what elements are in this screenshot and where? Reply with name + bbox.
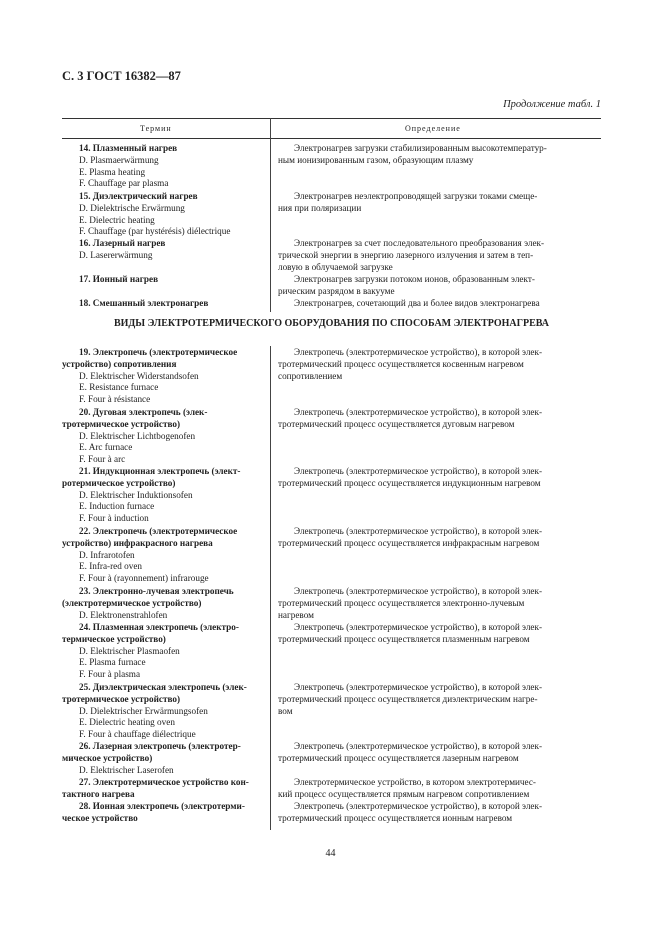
term-translation: E. Plasma heating — [79, 166, 146, 177]
column-divider — [270, 118, 271, 312]
definition-cell — [278, 777, 600, 801]
term-cell — [62, 801, 264, 825]
term-name: 26. Лазерная электропечь (электротер- — [79, 741, 241, 751]
term-name: тактного нагрева — [62, 788, 135, 799]
term-name: тротермическое устройство) — [62, 418, 181, 429]
term-name: 14. Плазменный нагрев — [79, 143, 178, 153]
definition-line: ния при поляризации — [278, 202, 362, 213]
term-name: 22. Электропечь (электротермическое — [79, 526, 238, 536]
definition-cell — [278, 741, 600, 765]
definition-line: Электропечь (электротермическое устройство), в которой элек- — [294, 466, 543, 476]
term-translation: E. Infra-red oven — [79, 561, 143, 572]
document-header: С. 3 ГОСТ 16382—87 — [62, 69, 181, 83]
term-translation: E. Dielectric heating oven — [79, 717, 175, 728]
term-name: 15. Диэлектрический нагрев — [79, 191, 198, 201]
definition-line: тротермический процесс осуществляется дуговым нагревом — [278, 418, 515, 429]
definition-line: Электронагрев неэлектропроводящей загрузки токами смеще- — [294, 191, 538, 201]
term-name: 21. Индукционная электропечь (элект- — [79, 466, 241, 476]
term-name: устройство) сопротивления — [62, 358, 177, 369]
definition-cell — [278, 407, 600, 431]
term-name: 24. Плазменная электропечь (электро- — [79, 622, 239, 632]
definition-line: Электронагрев, сочетающий два и более видов электронагрева — [294, 298, 540, 308]
term-name: 18. Смешанный электронагрев — [79, 298, 209, 308]
column-header-term: Термин — [140, 124, 172, 133]
term-translation: D. Dielektrische Erwärmung — [79, 202, 185, 213]
definition-line: сопротивлением — [278, 370, 343, 381]
definition-line: Электропечь (электротермическое устройство), в которой элек- — [294, 526, 543, 536]
definition-line: тротермический процесс осуществляется диэлектрическим нагре- — [278, 693, 538, 704]
definition-line: Электронагрев загрузки стабилизированным высокотемператур- — [294, 143, 547, 153]
term-name: (электротермическое устройство) — [62, 597, 202, 608]
definition-line: Электронагрев загрузки потоком ионов, образованным элект- — [294, 274, 535, 284]
term-cell — [62, 143, 264, 190]
term-name: 16. Лазерный нагрев — [79, 238, 166, 248]
definition-cell — [278, 298, 600, 310]
term-name: мическое устройство) — [62, 752, 153, 763]
term-cell — [62, 191, 264, 238]
term-cell — [62, 682, 264, 741]
term-translation: F. Chauffage par plasma — [79, 178, 169, 189]
definition-line: тротермический процесс осуществляется ионным нагревом — [278, 812, 513, 823]
term-cell — [62, 586, 264, 621]
term-translation: E. Resistance furnace — [79, 382, 159, 393]
page-number: 44 — [325, 848, 336, 859]
term-cell — [62, 741, 264, 776]
definition-line: Электропечь (электротермическое устройство), в которой элек- — [294, 741, 543, 751]
term-name: тротермическое устройство) — [62, 693, 181, 704]
term-name: 23. Электронно-лучевая электропечь — [79, 586, 234, 596]
term-translation: D. Elektronenstrahlofen — [79, 609, 168, 620]
definition-line: трической энергии в энергию лазерного излучения и затем в теп- — [278, 249, 534, 260]
term-translation: E. Dielectric heating — [79, 214, 155, 225]
term-translation: F. Chauffage (par hystérésis) diélectrique — [79, 226, 231, 237]
term-translation: D. Elektrischer Laserofen — [79, 764, 174, 775]
definition-line: нагревом — [278, 609, 314, 620]
column-divider — [270, 346, 271, 830]
term-cell — [62, 526, 264, 585]
definition-cell — [278, 801, 600, 825]
term-name: ротермическое устройство) — [62, 477, 176, 488]
table-header-rule — [62, 138, 601, 139]
definition-line: вом — [278, 705, 293, 716]
term-translation: D. Dielektrischer Erwärmungsofen — [79, 705, 208, 716]
term-cell — [62, 347, 264, 406]
definition-line: Электропечь (электротермическое устройство), в которой элек- — [294, 682, 543, 692]
definition-line: Электропечь (электротермическое устройство), в которой элек- — [294, 347, 543, 357]
term-translation: D. Elektrischer Widerstandsofen — [79, 370, 199, 381]
definition-line: Электропечь (электротермическое устройство), в которой элек- — [294, 407, 543, 417]
definition-cell — [278, 238, 600, 273]
definition-cell — [278, 526, 600, 550]
definition-line: тротермический процесс осуществляется инфракрасным нагревом — [278, 537, 540, 548]
table-top-rule — [62, 118, 601, 119]
term-translation: F. Four à plasma — [79, 669, 141, 680]
definition-line: тротермический процесс осуществляется лазерным нагревом — [278, 752, 519, 763]
term-name: 28. Ионная электропечь (электротерми- — [79, 801, 245, 811]
definition-line: тротермический процесс осуществляется плазменным нагревом — [278, 633, 530, 644]
term-translation: E. Plasma furnace — [79, 657, 146, 668]
term-name: термическое устройство) — [62, 633, 166, 644]
definition-line: тротермический процесс осуществляется косвенным нагревом — [278, 358, 524, 369]
definition-cell — [278, 586, 600, 621]
definition-line: Электропечь (электротермическое устройство), в которой элек- — [294, 801, 543, 811]
term-translation: D. Plasmaerwärmung — [79, 154, 159, 165]
term-name: 20. Дуговая электропечь (элек- — [79, 407, 208, 417]
term-translation: F. Four à arc — [79, 454, 126, 465]
definition-cell — [278, 347, 600, 382]
definition-line: тротермический процесс осуществляется индукционным нагревом — [278, 477, 541, 488]
definition-line: Электропечь (электротермическое устройство), в которой элек- — [294, 622, 543, 632]
term-cell — [62, 274, 264, 286]
term-translation: D. Infrarotofen — [79, 549, 135, 560]
term-name: 17. Ионный нагрев — [79, 274, 159, 284]
column-header-definition: Определение — [405, 124, 461, 133]
definition-line: тротермический процесс осуществляется электронно-лучевым — [278, 597, 525, 608]
term-translation: F. Four à (rayonnement) infrarouge — [79, 573, 209, 584]
table-continued-note: Продолжение табл. 1 — [503, 99, 601, 110]
term-translation: F. Four à induction — [79, 513, 149, 524]
term-translation: D. Elektrischer Plasmaofen — [79, 645, 180, 656]
definition-cell — [278, 466, 600, 490]
term-cell — [62, 298, 264, 310]
section-title: ВИДЫ ЭЛЕКТРОТЕРМИЧЕСКОГО ОБОРУДОВАНИЯ ПО СПОСОБАМ ЭЛЕКТРОНАГРЕВА — [113, 318, 550, 329]
term-cell — [62, 622, 264, 681]
term-name: ческое устройство — [62, 812, 138, 823]
definition-cell — [278, 274, 600, 298]
definition-line: Электронагрев за счет последовательного преобразования элек- — [294, 238, 545, 248]
definition-line: ловую в облучаемой загрузке — [278, 261, 393, 272]
definition-line: Электропечь (электротермическое устройство), в которой элек- — [294, 586, 543, 596]
definition-line: ным ионизированным газом, образующим плазму — [278, 154, 474, 165]
definition-cell — [278, 143, 600, 167]
term-name: 27. Электротермическое устройство кон- — [79, 777, 249, 787]
term-translation: E. Arc furnace — [79, 442, 133, 453]
definition-line: кий процесс осуществляется прямым нагревом сопротивлением — [278, 788, 530, 799]
term-translation: F. Four à résistance — [79, 394, 151, 405]
definition-cell — [278, 191, 600, 215]
term-translation: D. Lasererwärmung — [79, 249, 153, 260]
term-translation: E. Induction furnace — [79, 501, 155, 512]
term-translation: D. Elektrischer Lichtbogenofen — [79, 430, 196, 441]
term-translation: D. Elektrischer Induktionsofen — [79, 489, 193, 500]
term-translation: F. Four à chauffage diélectrique — [79, 729, 196, 740]
definition-cell — [278, 682, 600, 717]
term-cell — [62, 777, 264, 801]
definition-line: Электротермическое устройство, в котором электротермичес- — [294, 777, 536, 787]
term-name: 19. Электропечь (электротермическое — [79, 347, 238, 357]
term-name: 25. Диэлектрическая электропечь (элек- — [79, 682, 247, 692]
term-cell — [62, 238, 264, 262]
definition-line: рическим разрядом в вакууме — [278, 285, 395, 296]
term-cell — [62, 466, 264, 525]
term-cell — [62, 407, 264, 466]
definition-cell — [278, 622, 600, 646]
term-name: устройство) инфракрасного нагрева — [62, 537, 213, 548]
